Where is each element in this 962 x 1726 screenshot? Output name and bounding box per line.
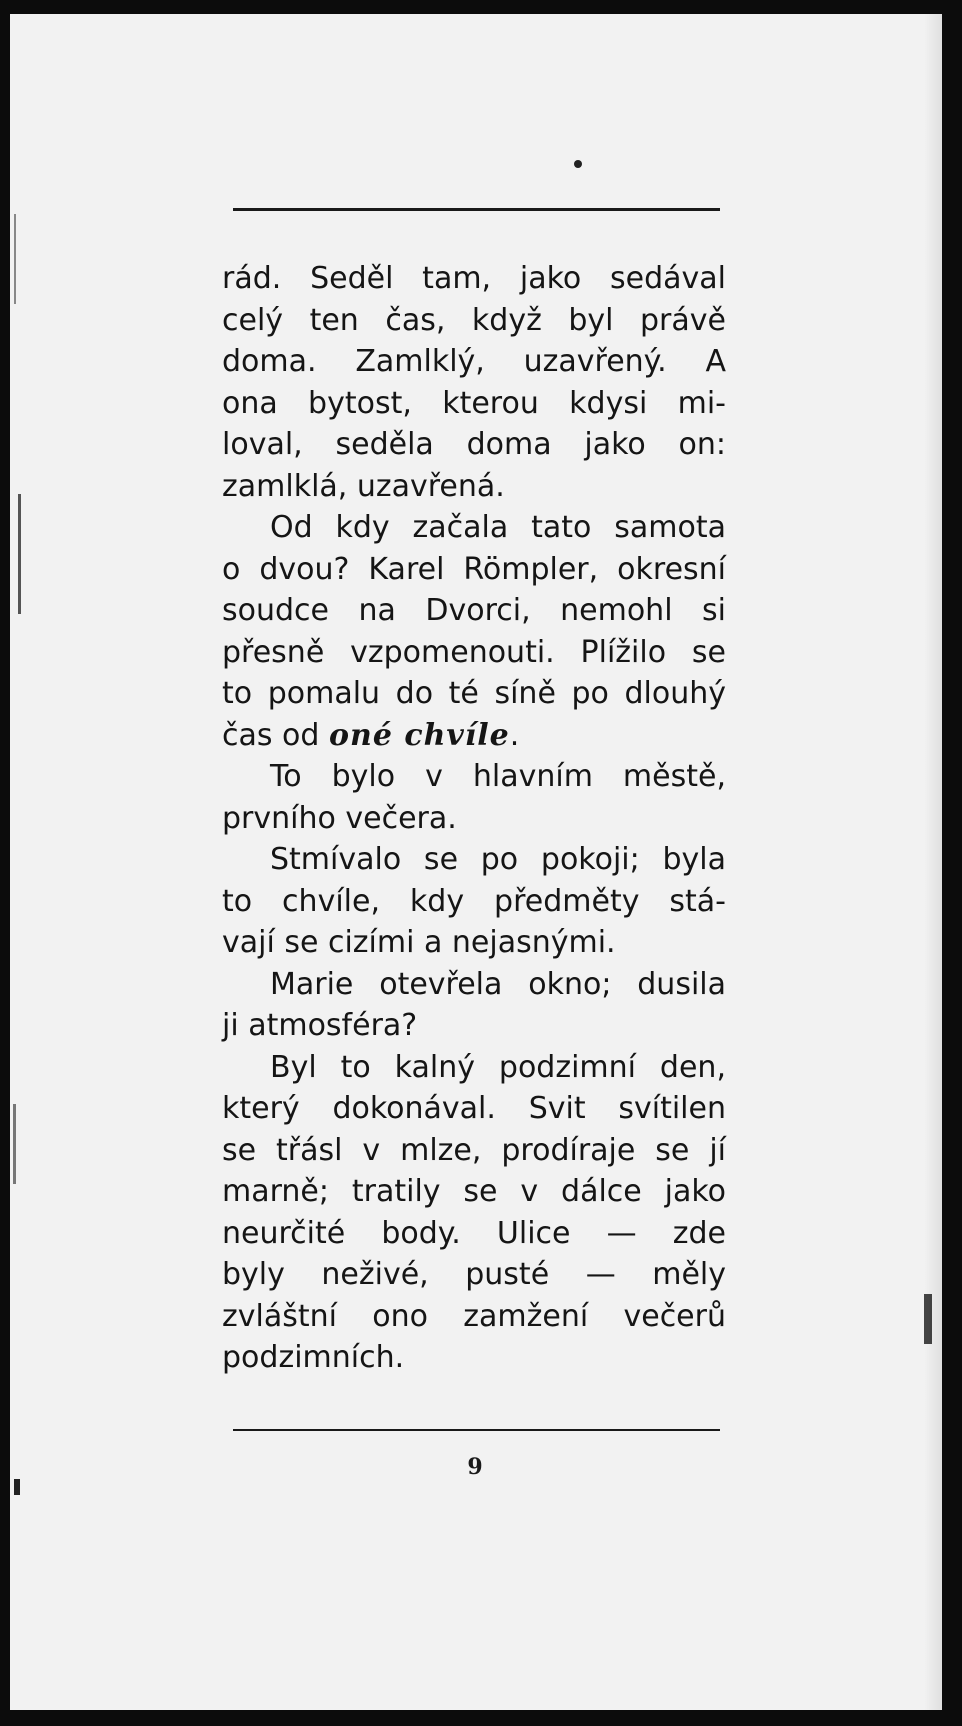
text-line-25: byly neživé, pusté — měly: [222, 1257, 726, 1292]
text-line-12-start: čas od: [222, 717, 320, 753]
text-line-8: o dvou? Karel Römpler, okresní: [222, 551, 726, 587]
text-line-11: to pomalu do té síně po dlouhý: [222, 676, 726, 711]
text-line-5: loval, seděla doma jako on:: [222, 427, 726, 462]
text-line-18: Marie otevřela okno; dusila: [270, 966, 726, 1002]
text-line-24: neurčité body. Ulice — zde: [222, 1215, 726, 1251]
text-line-26: zvláštní ono zamžení večerů: [222, 1298, 726, 1334]
text-line-1: rád. Seděl tam, jako sedával: [222, 261, 726, 296]
body-text: [222, 258, 726, 1379]
top-rule: [233, 208, 720, 211]
text-line-21: který dokonával. Svit svítilen: [222, 1091, 726, 1126]
text-line-2: celý ten čas, když byl právě: [222, 302, 726, 338]
text-line-16: to chvíle, kdy předměty stá-: [222, 883, 726, 919]
text-line-19: ji atmosféra?: [222, 1008, 418, 1043]
page-number: 9: [467, 1454, 483, 1480]
text-line-13: To bylo v hlavním městě,: [270, 759, 726, 794]
emphasis-one-chvile: oné chvíle: [329, 717, 510, 753]
scan-artifact-mark: [13, 1104, 16, 1184]
text-line-20: Byl to kalný podzimní den,: [270, 1049, 726, 1085]
margin-dot-mark: [574, 160, 582, 168]
text-line-17: vají se cizími a nejasnými.: [222, 925, 616, 960]
bottom-rule: [233, 1429, 720, 1431]
text-line-23: marně; tratily se v dálce jako: [222, 1174, 726, 1209]
text-line-12-tail: .: [509, 717, 520, 753]
text-line-3: doma. Zamlklý, uzavřený. A: [222, 344, 726, 379]
scan-artifact-mark: [18, 494, 21, 614]
scan-artifact-mark: [924, 1294, 932, 1344]
text-line-9: soudce na Dvorci, nemohl si: [222, 593, 726, 628]
text-line-27: podzimních.: [222, 1340, 405, 1375]
scan-artifact-mark: [14, 214, 16, 304]
text-line-10: přesně vzpomenouti. Plížilo se: [222, 634, 726, 670]
text-line-15: Stmívalo se po pokoji; byla: [270, 842, 726, 877]
scan-artifact-mark: [14, 1479, 20, 1495]
text-line-14: prvního večera.: [222, 800, 457, 836]
text-line-22: se třásl v mlze, prodíraje se jí: [222, 1132, 726, 1168]
book-page: [10, 14, 942, 1710]
text-line-7: Od kdy začala tato samota: [270, 510, 726, 545]
text-line-12: [222, 715, 726, 757]
text-line-4: ona bytost, kterou kdysi mi-: [222, 385, 726, 421]
text-line-6: zamlklá, uzavřená.: [222, 468, 505, 504]
